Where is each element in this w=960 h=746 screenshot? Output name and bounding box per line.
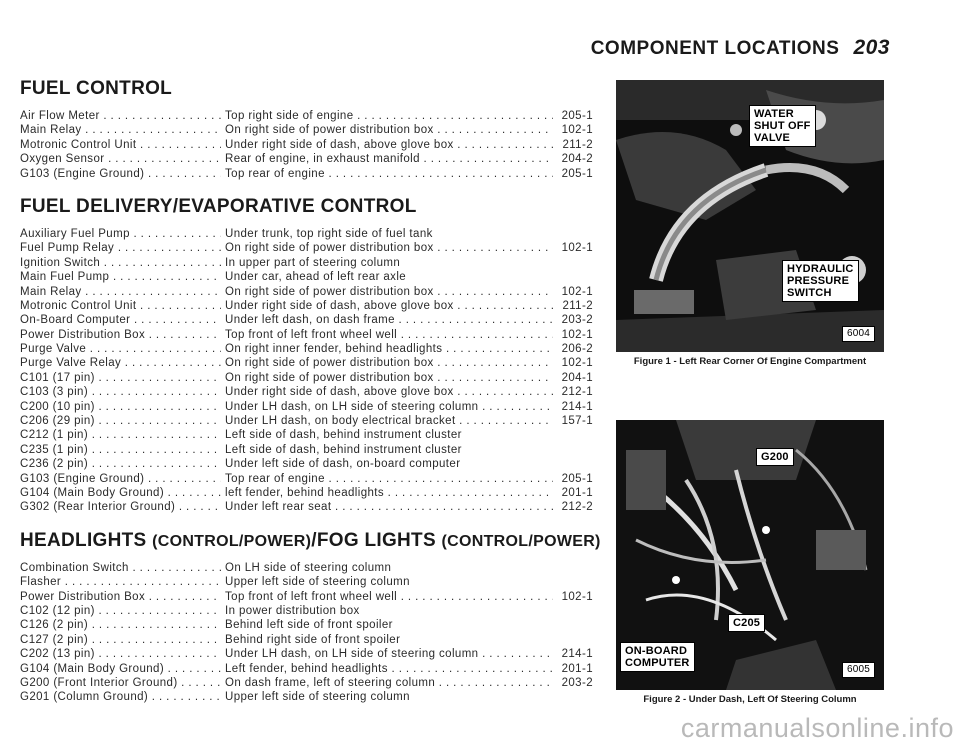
entry-list: [20, 562, 595, 706]
component-figure-ref: 201-1: [561, 486, 593, 499]
component-location: Under right side of dash, above glove box . . .: [221, 386, 553, 398]
component-entry: [20, 271, 595, 285]
component-figure-ref: 212-1: [561, 386, 593, 399]
component-figure-ref: 214-1: [561, 648, 593, 661]
component-name: G200 (Front Interior Ground) . . .: [20, 677, 221, 689]
component-figure-ref: 214-1: [561, 400, 593, 413]
component-location: Under LH dash, on LH side of steering column . . .: [221, 401, 553, 413]
component-entry: [20, 429, 595, 443]
component-location: Under right side of dash, above glove box . . .: [221, 300, 553, 312]
component-name: Main Relay . . .: [20, 286, 221, 298]
component-name: C235 (1 pin) . . .: [20, 444, 221, 456]
page-header: [591, 36, 890, 60]
component-location: Under car, ahead of left rear axle: [225, 271, 407, 284]
section-headlights: [20, 529, 601, 706]
component-entry: [20, 648, 595, 662]
component-figure-ref: 211-2: [562, 138, 593, 151]
component-name: C202 (13 pin) . . .: [20, 648, 221, 660]
component-figure-ref: 206-2: [561, 343, 593, 356]
figure-1-photo: [616, 80, 884, 352]
component-figure-ref: 205-1: [561, 167, 593, 180]
component-name: Motronic Control Unit . . .: [20, 300, 221, 312]
callout-hydraulic-pressure-switch: HYDRAULIC PRESSURE SWITCH: [782, 260, 859, 302]
component-entry: [20, 242, 595, 256]
component-entry: [20, 663, 595, 677]
component-location: Top right side of engine . . .: [221, 110, 553, 122]
component-entry: [20, 329, 595, 343]
component-name: C103 (3 pin) . . .: [20, 386, 221, 398]
section-title: FUEL CONTROL: [20, 78, 173, 99]
component-name: Oxygen Sensor . . .: [20, 153, 221, 165]
component-location: In upper part of steering column: [225, 256, 401, 269]
component-figure-ref: 102-1: [561, 124, 593, 137]
section-title-sub: (CONTROL/POWER): [152, 532, 312, 550]
component-location: On right side of power distribution box . . .: [221, 124, 553, 136]
component-location: Rear of engine, in exhaust manifold . . .: [221, 153, 553, 165]
component-name: Purge Valve Relay . . .: [20, 357, 221, 369]
component-figure-ref: 205-1: [561, 472, 593, 485]
component-figure-ref: 157-1: [561, 415, 593, 428]
component-location: On right side of power distribution box . . .: [221, 372, 553, 384]
component-name: C206 (29 pin) . . .: [20, 415, 221, 427]
component-figure-ref: 204-2: [561, 153, 593, 166]
component-location: Under left rear seat . . .: [221, 501, 553, 513]
section-fuel-delivery: [20, 196, 595, 516]
watermark: carmanualsonline.info: [680, 713, 954, 743]
component-entry: [20, 619, 595, 633]
figure-2-photo: [616, 420, 884, 690]
component-figure-ref: 102-1: [561, 285, 593, 298]
component-entry: [20, 501, 595, 515]
component-location: Left side of dash, behind instrument cluster: [225, 443, 462, 456]
component-location: Top rear of engine . . .: [221, 168, 553, 180]
component-location: Under LH dash, on LH side of steering column . . .: [221, 648, 553, 660]
component-location: Left side of dash, behind instrument cluster: [225, 429, 462, 442]
component-name: C102 (12 pin) . . .: [20, 605, 221, 617]
component-location: Top rear of engine . . .: [221, 473, 553, 485]
component-name: Power Distribution Box . . .: [20, 591, 221, 603]
component-location: Top front of left front wheel well . . .: [221, 329, 553, 341]
component-figure-ref: 102-1: [561, 242, 593, 255]
component-name: Air Flow Meter . . .: [20, 110, 221, 122]
section-title-sub: (CONTROL/POWER): [441, 532, 601, 550]
component-location: Under trunk, top right side of fuel tank: [225, 227, 433, 240]
entry-list: [20, 228, 595, 516]
component-entry: [20, 415, 595, 429]
component-figure-ref: 205-1: [561, 110, 593, 122]
component-name: G104 (Main Body Ground) . . .: [20, 663, 221, 675]
component-entry: [20, 605, 595, 619]
photo-number: 6005: [842, 662, 875, 678]
component-location: Behind left side of front spoiler: [225, 619, 393, 632]
component-list: [20, 78, 601, 720]
component-location: On right inner fender, behind headlights . . .: [221, 343, 553, 355]
component-name: Flasher . . .: [20, 576, 221, 588]
component-entry: [20, 562, 595, 576]
component-entry: [20, 314, 595, 328]
section-title: FUEL DELIVERY/EVAPORATIVE CONTROL: [20, 195, 417, 217]
component-figure-ref: 201-1: [561, 662, 593, 675]
component-entry: [20, 591, 595, 605]
component-location: On right side of power distribution box . . .: [221, 357, 553, 369]
component-entry: [20, 386, 595, 400]
component-entry: [20, 124, 595, 138]
component-name: C101 (17 pin) . . .: [20, 372, 221, 384]
page-number: 203: [853, 36, 890, 59]
component-name: C126 (2 pin) . . .: [20, 619, 221, 631]
component-figure-ref: 203-2: [561, 314, 593, 327]
callout-g200: G200: [756, 448, 794, 466]
component-entry: [20, 300, 595, 314]
component-entry: [20, 153, 595, 167]
component-name: Main Fuel Pump . . .: [20, 271, 221, 283]
page-title: COMPONENT LOCATIONS: [590, 38, 840, 59]
component-figure-ref: 203-2: [561, 676, 593, 689]
component-entry: [20, 444, 595, 458]
component-location: Upper left side of steering column: [225, 691, 410, 704]
component-figure-ref: 204-1: [561, 371, 593, 384]
section-title: [20, 529, 601, 552]
figure-1: [616, 80, 884, 367]
component-entry: [20, 634, 595, 648]
component-location: On right side of power distribution box . . .: [221, 286, 553, 298]
figure-caption: Figure 2 - Under Dash, Left Of Steering Column: [643, 694, 857, 705]
section-title-mid: /FOG LIGHTS: [311, 529, 436, 551]
callout-c205: C205: [728, 614, 765, 632]
component-name: C200 (10 pin) . . .: [20, 401, 221, 413]
component-entry: [20, 691, 595, 705]
component-location: On right side of power distribution box . . .: [221, 242, 553, 254]
component-name: G104 (Main Body Ground) . . .: [20, 487, 221, 499]
callout-on-board-computer: ON-BOARD COMPUTER: [620, 642, 695, 672]
component-name: C127 (2 pin) . . .: [20, 634, 221, 646]
component-entry: [20, 286, 595, 300]
component-entry: [20, 357, 595, 371]
photo-number: 6004: [842, 326, 875, 342]
component-location: left fender, behind headlights . . .: [221, 487, 553, 499]
component-name: C236 (2 pin) . . .: [20, 458, 221, 470]
component-location: Under left side of dash, on-board computer: [225, 458, 461, 471]
figure-2: [616, 420, 884, 705]
component-location: On LH side of steering column: [225, 561, 392, 574]
component-entry: [20, 576, 595, 590]
section-fuel-control: [20, 78, 595, 182]
entry-list: [20, 110, 595, 182]
component-entry: [20, 473, 595, 487]
component-entry: [20, 228, 595, 242]
component-entry: [20, 139, 595, 153]
component-name: Motronic Control Unit . . .: [20, 139, 221, 151]
component-entry: [20, 401, 595, 415]
section-title-main: HEADLIGHTS: [20, 529, 147, 551]
component-location: Under left dash, on dash frame . . .: [221, 314, 553, 326]
component-name: Ignition Switch . . .: [20, 257, 221, 269]
component-location: On dash frame, left of steering column . . .: [221, 677, 553, 689]
component-location: Under right side of dash, above glove box . . .: [221, 139, 553, 151]
component-entry: [20, 372, 595, 386]
component-name: Purge Valve . . .: [20, 343, 221, 355]
component-location: Upper left side of steering column: [225, 576, 410, 589]
component-figure-ref: 211-2: [562, 299, 593, 312]
component-entry: [20, 110, 595, 124]
component-entry: [20, 458, 595, 472]
component-name: Combination Switch . . .: [20, 562, 221, 574]
component-figure-ref: 212-2: [561, 501, 593, 514]
component-name: G201 (Column Ground) . . .: [20, 691, 221, 703]
component-name: Auxiliary Fuel Pump . . .: [20, 228, 221, 240]
component-entry: [20, 343, 595, 357]
component-name: On-Board Computer . . .: [20, 314, 221, 326]
component-location: Under LH dash, on body electrical bracket . . .: [221, 415, 553, 427]
component-name: G103 (Engine Ground) . . .: [20, 473, 221, 485]
component-entry: [20, 677, 595, 691]
component-entry: [20, 257, 595, 271]
figure-caption: Figure 1 - Left Rear Corner Of Engine Compartment: [633, 356, 867, 367]
component-name: C212 (1 pin) . . .: [20, 429, 221, 441]
component-figure-ref: 102-1: [561, 328, 593, 341]
component-name: Fuel Pump Relay . . .: [20, 242, 221, 254]
component-entry: [20, 168, 595, 182]
component-name: G302 (Rear Interior Ground) . . .: [20, 501, 221, 513]
callout-water-shutoff-valve: WATER SHUT OFF VALVE: [749, 105, 816, 147]
component-location: In power distribution box: [225, 604, 360, 617]
component-figure-ref: 102-1: [561, 590, 593, 603]
component-name: G103 (Engine Ground) . . .: [20, 168, 221, 180]
component-location: Top front of left front wheel well . . .: [221, 591, 553, 603]
component-name: Main Relay . . .: [20, 124, 221, 136]
component-location: Left fender, behind headlights . . .: [221, 663, 553, 675]
component-location: Behind right side of front spoiler: [225, 633, 401, 646]
component-figure-ref: 102-1: [561, 357, 593, 370]
component-name: Power Distribution Box . . .: [20, 329, 221, 341]
component-entry: [20, 487, 595, 501]
